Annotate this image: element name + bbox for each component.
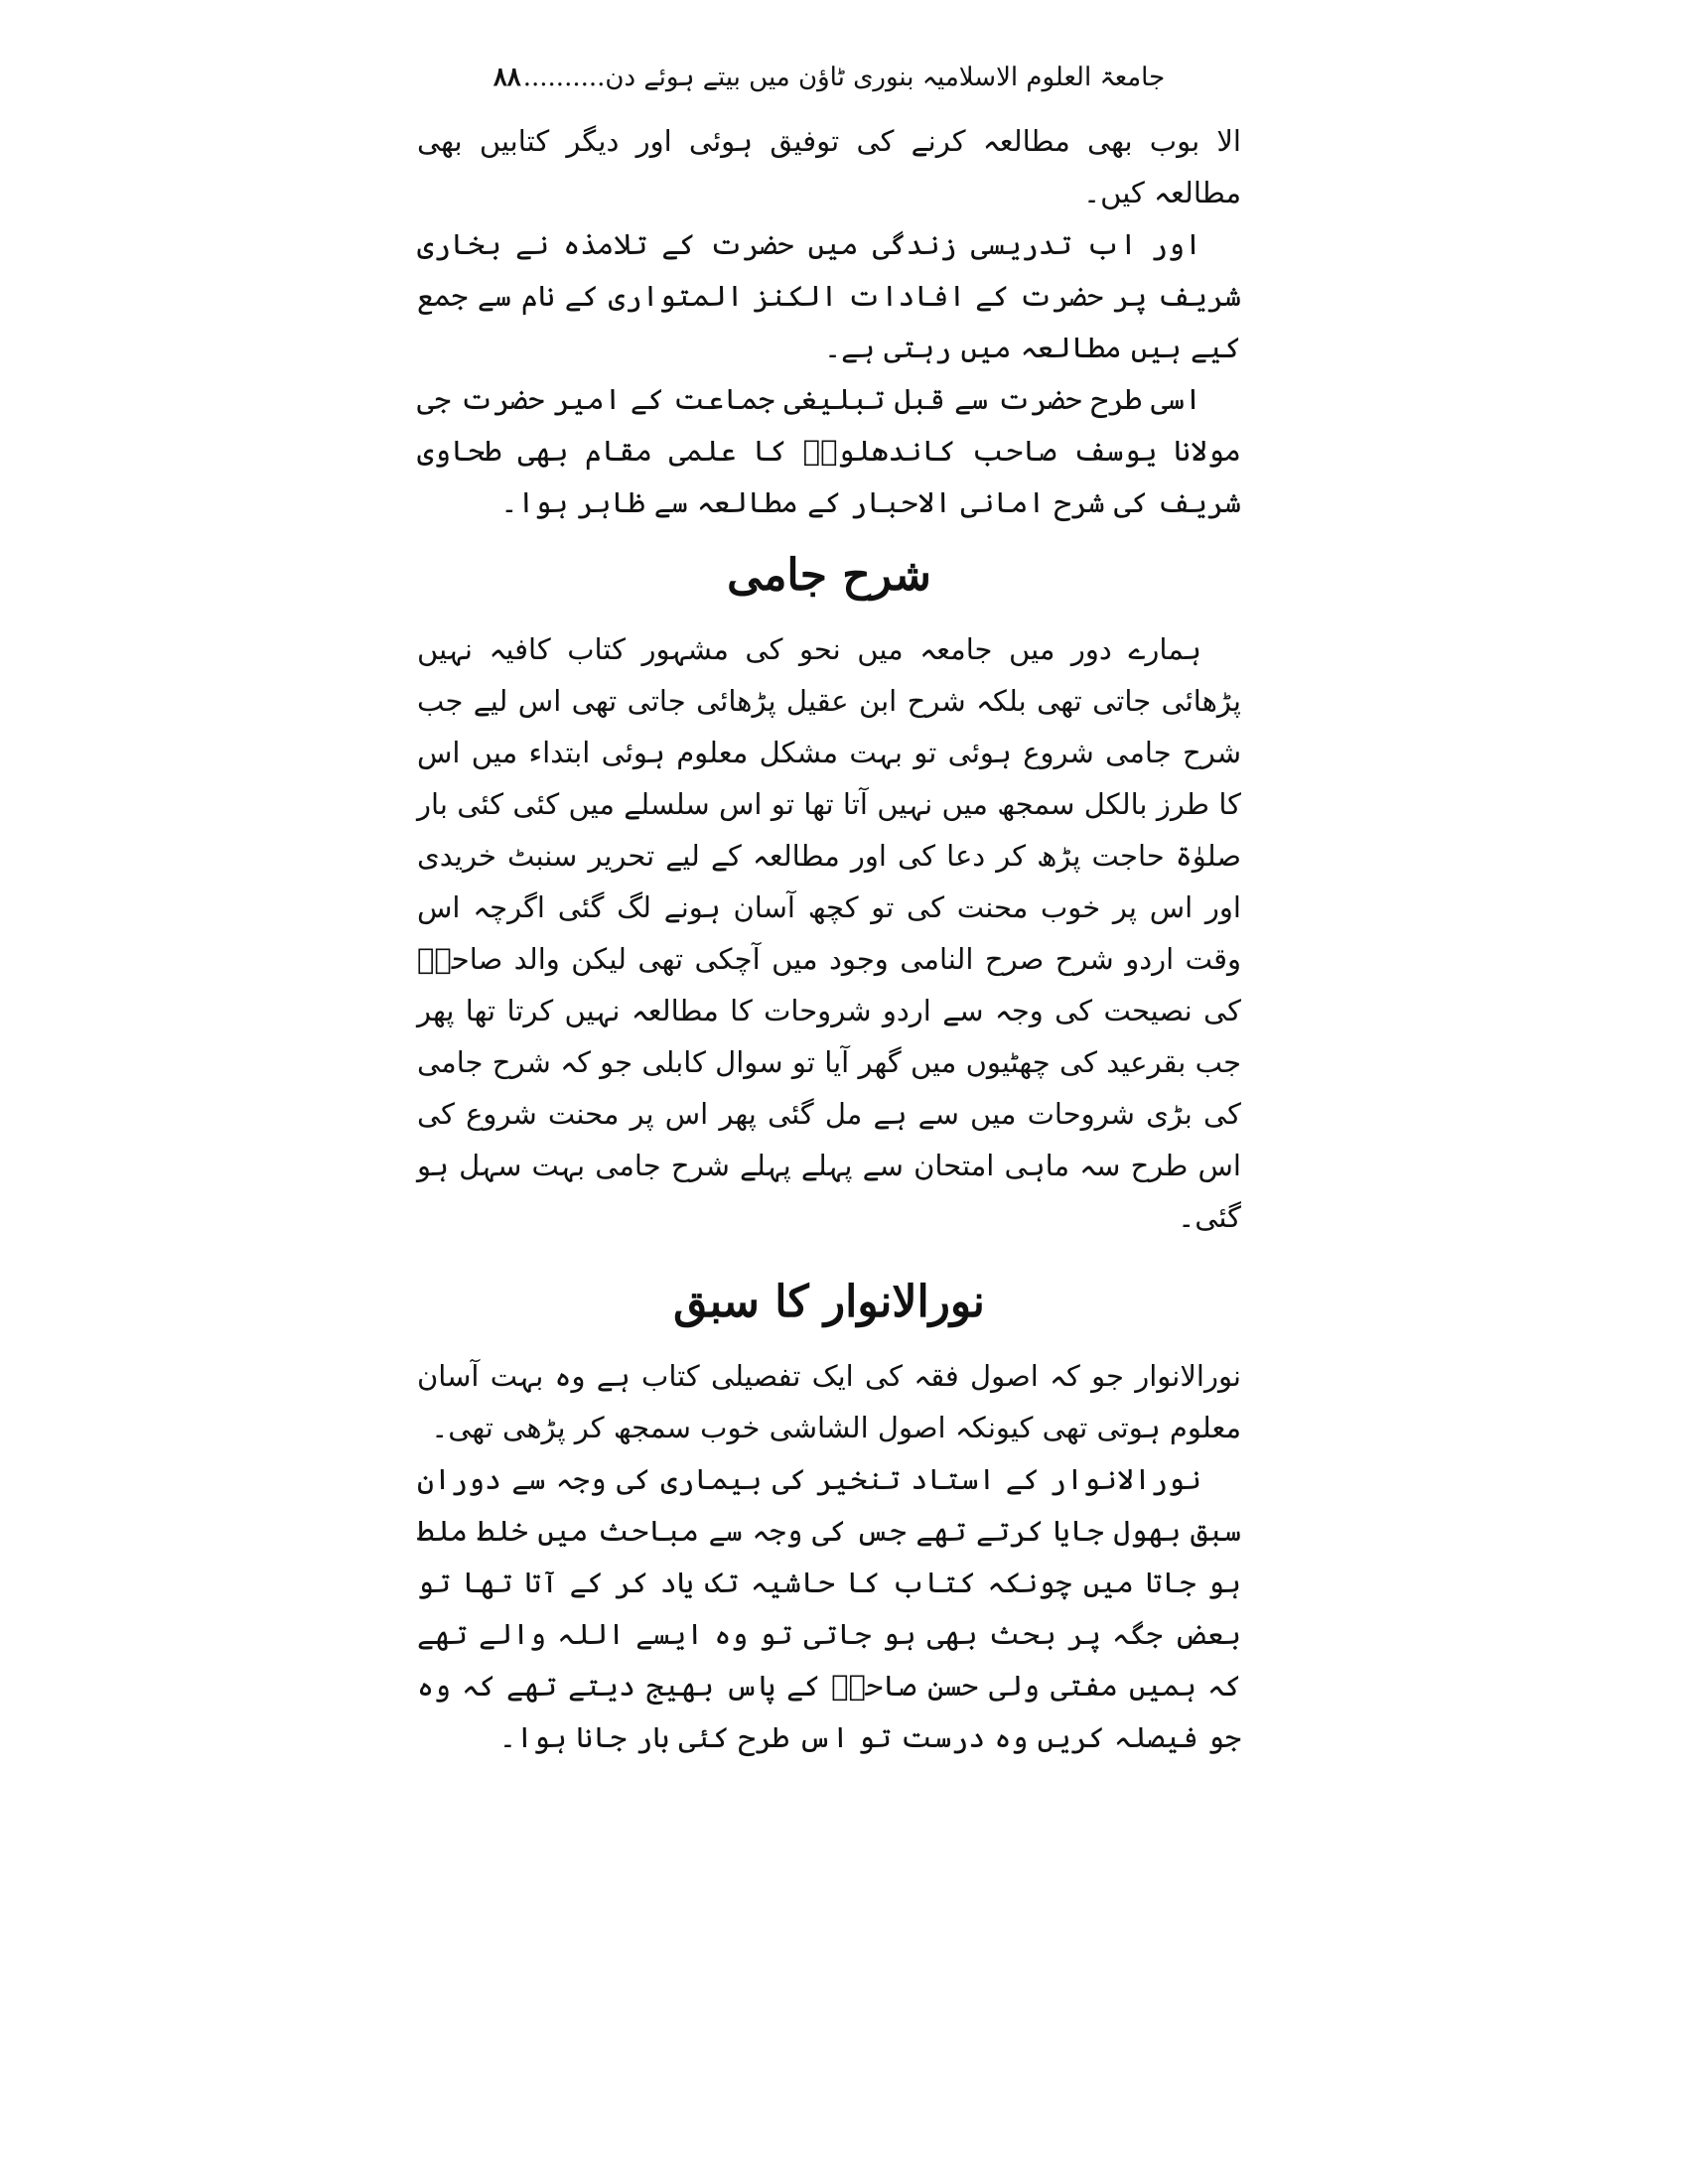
noor-ul-anwar-paragraph-2: نورالانوار کے استاد تنخیر کی بیماری کی وجہ سے دوران سبق بھول جایا کرتے تھے جس کی وجہ سے مباحث میں خلط ملط ہو جاتا میں چونکہ کتاب کا حاشیہ تک یاد کر کے آتا تھا تو بعض جگہ پر بحث بھی ہو جاتی تو وہ ایسے اللہ والے تھے کہ ہمیں مفتی ولی حسن صاحبؒ کے پاس بھیج دیتے تھے کہ وہ جو فیصلہ کریں وہ درست تو اس طرح کئی بار جانا ہوا۔ [417, 1462, 1241, 1754]
section-heading-sharh-jami: شرح جامی [727, 550, 931, 601]
running-header [417, 60, 1241, 95]
intro-paragraph-2: اور اب تدریسی زندگی میں حضرت کے تلامذہ نے بخاری شریف پر حضرت کے افادات الکنز المتواری کے نام سے جمع کیے ہیں مطالعہ میں رہتی ہے۔ [417, 227, 1241, 364]
section-heading-noor-ul-anwar: نورالانوار کا سبق [673, 1277, 985, 1327]
sharh-jami-paragraph: ہمارے دور میں جامعہ میں نحو کی مشہور کتاب کافیہ نہیں پڑھائی جاتی تھی بلکہ شرح ابن عقیل پڑھائی جاتی تھی اس لیے جب شرح جامی شروع ہوئی تو بہت مشکل معلوم ہوئی ابتداء میں اس کا طرز بالکل سمجھ میں نہیں آتا تھا تو اس سلسلے میں کئی کئی بار صلوٰۃ حاجت پڑھ کر دعا کی اور مطالعہ کے لیے تحریر سنبٹ خریدی اور اس پر خوب محنت کی تو کچھ آسان ہونے لگ گئی اگرچہ اس وقت اردو شرح صرح النامی وجود میں آچکی تھی لیکن والد صاحبؒ کی نصیحت کی وجہ سے اردو شروحات کا مطالعہ نہیں کرتا تھا پھر جب بقرعید کی چھٹیوں میں گھر آیا تو سوال کابلی جو کہ شرح جامی کی بڑی شروحات میں سے ہے مل گئی پھر اس پر محنت شروع کی اس طرح سہ ماہی امتحان سے پہلے پہلے شرح جامی بہت سہل ہو گئی۔ [417, 632, 1241, 1234]
text-column [417, 60, 1241, 1763]
page-number: ۸۸ [492, 63, 521, 92]
running-header-title: جامعۃ العلوم الاسلامیہ بنوری ٹاؤن میں بیتے ہوئے دن [605, 63, 1166, 92]
noor-ul-anwar-paragraph-1: نورالانوار جو کہ اصول فقہ کی ایک تفصیلی کتاب ہے وہ بہت آسان معلوم ہوتی تھی کیونکہ اصول الشاشی خوب سمجھ کر پڑھی تھی۔ [417, 1359, 1241, 1444]
running-header-leader: .......... [522, 63, 606, 92]
intro-paragraph-1: الا بوب بھی مطالعہ کرنے کی توفیق ہوئی اور دیگر کتابیں بھی مطالعہ کیں۔ [417, 124, 1241, 209]
intro-paragraph-3: اسی طرح حضرت سے قبل تبلیغی جماعت کے امیر حضرت جی مولانا یوسف صاحب کاندھلویؒ کا علمی مقام بھی طحاوی شریف کی شرح امانی الاحبار کے مطالعہ سے ظاہر ہوا۔ [417, 382, 1241, 519]
